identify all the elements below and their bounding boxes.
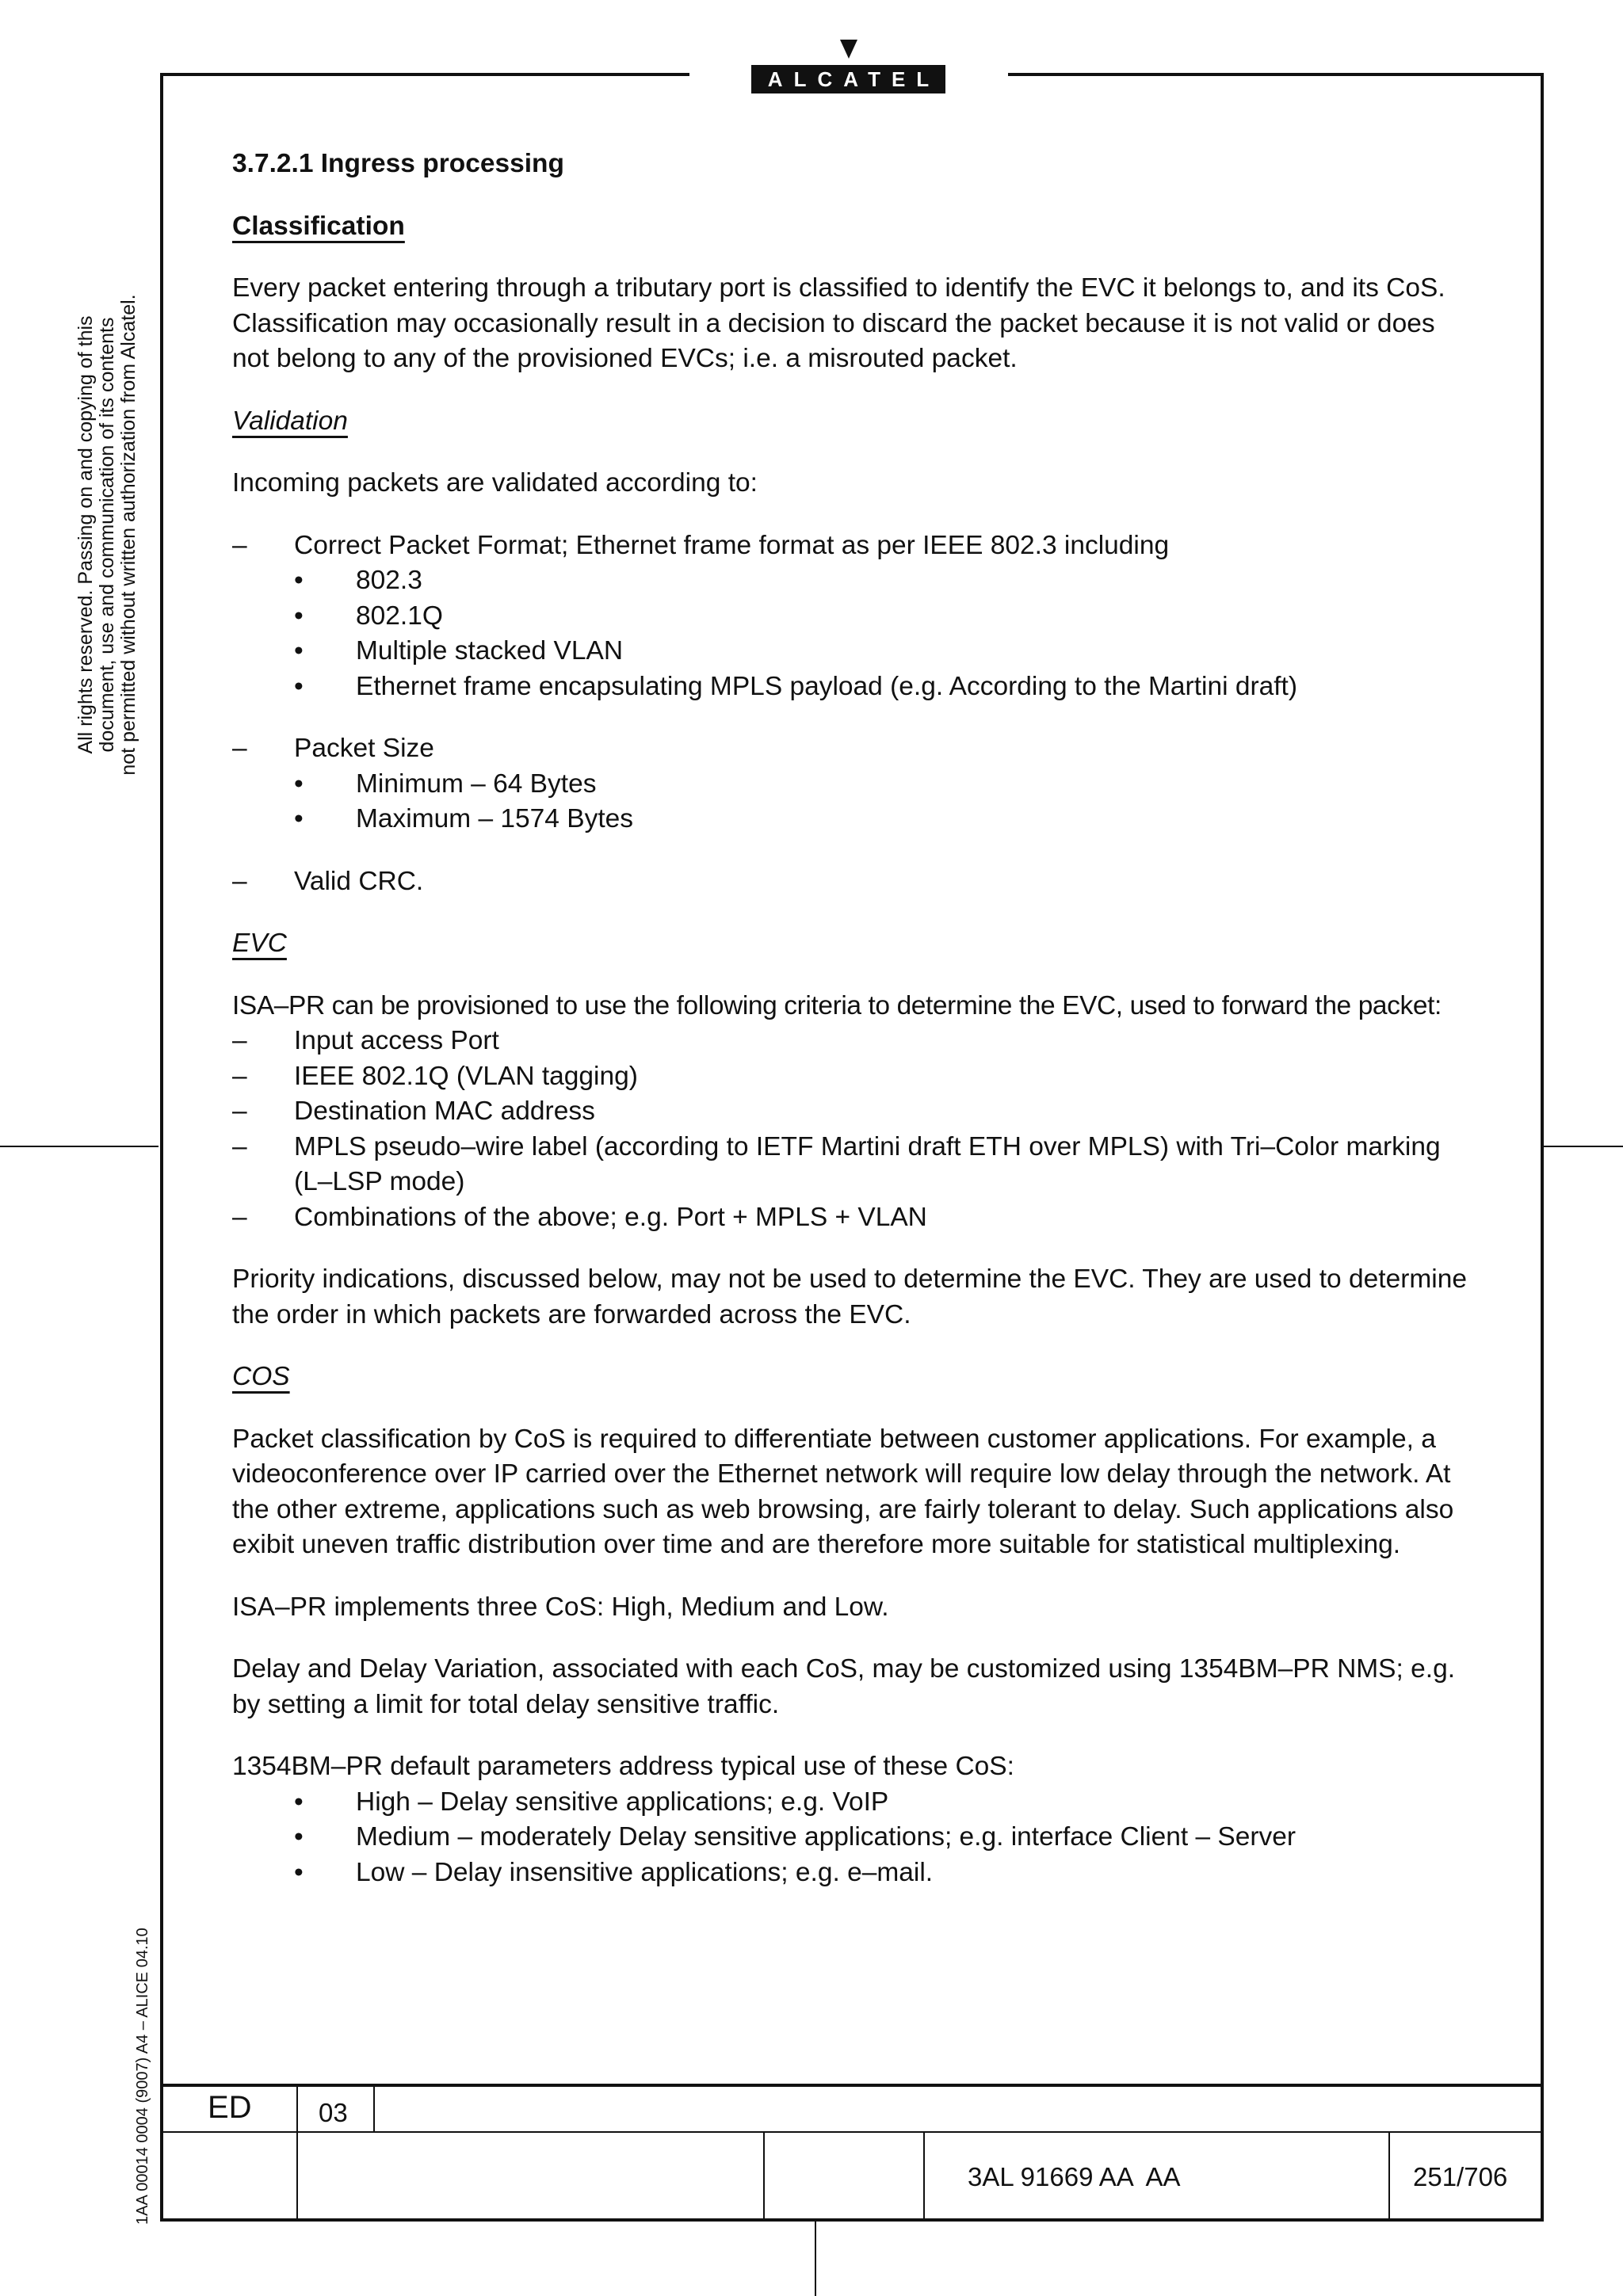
list-item: • Low – Delay insensitive applications; e.g. e–mail. bbox=[232, 1855, 1472, 1891]
crop-mark-left bbox=[0, 1146, 158, 1147]
cos-paragraph: 1354BM–PR default parameters address typical use of these CoS: bbox=[232, 1752, 1014, 1781]
frame-right bbox=[1541, 73, 1544, 2222]
copyright-line: document, use and communication of its contents bbox=[96, 317, 118, 753]
cos-paragraph: Delay and Delay Variation, associated with each CoS, may be customized using 1354BM–PR NMS; e.g. by setting a limit for total delay sensitive traffic. bbox=[232, 1654, 1456, 1719]
cos-paragraph: ISA–PR implements three CoS: High, Medium and Low. bbox=[232, 1592, 889, 1622]
edition-label: ED bbox=[208, 2090, 252, 2125]
list-item: • Multiple stacked VLAN bbox=[232, 634, 1472, 669]
validation-intro: Incoming packets are validated according to: bbox=[232, 468, 758, 498]
frame-left bbox=[160, 73, 163, 2222]
frame-top-left bbox=[160, 73, 689, 76]
section-heading: 3.7.2.1 Ingress processing bbox=[232, 149, 564, 178]
list-item: • Maximum – 1574 Bytes bbox=[232, 802, 1472, 837]
list-item: – Combinations of the above; e.g. Port + MPLS + VLAN bbox=[232, 1200, 1472, 1236]
frame-top-right bbox=[1008, 73, 1544, 76]
crop-mark-bottom bbox=[815, 2222, 816, 2296]
page-number: 251/706 bbox=[1413, 2162, 1508, 2191]
evc-note: Priority indications, discussed below, may not be used to determine the EVC. They are used to determine the order in which packets are forwarded across the EVC. bbox=[232, 1264, 1467, 1329]
list-item: – Input access Port bbox=[232, 1024, 1472, 1059]
form-code: 1AA 00014 0004 (9007) A4 – ALICE 04.10 bbox=[134, 1928, 151, 2225]
cos-heading: COS bbox=[232, 1362, 290, 1391]
classification-text: Every packet entering through a tributary port is classified to identify the EVC it belongs to, and its CoS. Classification may occasionally result in a decision to discard the packet because it is not valid or does not belong to any of the provisioned EVCs; i.e. a misrouted packet. bbox=[232, 273, 1445, 373]
evc-heading: EVC bbox=[232, 929, 287, 958]
classification-heading: Classification bbox=[232, 211, 405, 241]
copyright-line: not permitted without written authorization from Alcatel. bbox=[117, 294, 139, 776]
list-item: – Packet Size bbox=[232, 731, 1472, 767]
document-body bbox=[232, 147, 1472, 1890]
cos-paragraph: Packet classification by CoS is required to differentiate between customer applications. For example, a videoconference over IP carried over the Ethernet network will require low delay through the network. At the other extreme, applications such as web browsing, are fairly tolerant to delay. Such applications also exibit uneven traffic distribution over time and are therefore more suitable for statistical multiplexing. bbox=[232, 1424, 1454, 1559]
edition-value: 03 bbox=[319, 2098, 348, 2127]
list-item: – MPLS pseudo–wire label (according to IETF Martini draft ETH over MPLS) with Tri–Color marking (L–LSP mode) bbox=[232, 1130, 1472, 1200]
list-item: • 802.3 bbox=[232, 563, 1472, 599]
copyright-line: All rights reserved. Passing on and copying of this bbox=[74, 315, 97, 754]
logo-arrow-icon bbox=[840, 40, 857, 59]
list-item: – IEEE 802.1Q (VLAN tagging) bbox=[232, 1059, 1472, 1095]
list-item: – Correct Packet Format; Ethernet frame format as per IEEE 802.3 including bbox=[232, 528, 1472, 564]
list-item: • Minimum – 64 Bytes bbox=[232, 767, 1472, 803]
list-item: • High – Delay sensitive applications; e.g. VoIP bbox=[232, 1785, 1472, 1821]
alcatel-logo: ALCATEL bbox=[751, 65, 945, 93]
list-item: • Ethernet frame encapsulating MPLS payload (e.g. According to the Martini draft) bbox=[232, 669, 1472, 705]
document-number: 3AL 91669 AA AA bbox=[968, 2162, 1181, 2191]
list-item: • Medium – moderately Delay sensitive applications; e.g. interface Client – Server bbox=[232, 1820, 1472, 1855]
list-item: – Valid CRC. bbox=[232, 864, 1472, 900]
crop-mark-right bbox=[1544, 1146, 1623, 1147]
list-item: • 802.1Q bbox=[232, 599, 1472, 635]
copyright-notice bbox=[75, 265, 139, 804]
validation-heading: Validation bbox=[232, 406, 348, 436]
evc-intro: ISA–PR can be provisioned to use the following criteria to determine the EVC, used to forward the packet: bbox=[232, 990, 1442, 1020]
list-item: – Destination MAC address bbox=[232, 1094, 1472, 1130]
